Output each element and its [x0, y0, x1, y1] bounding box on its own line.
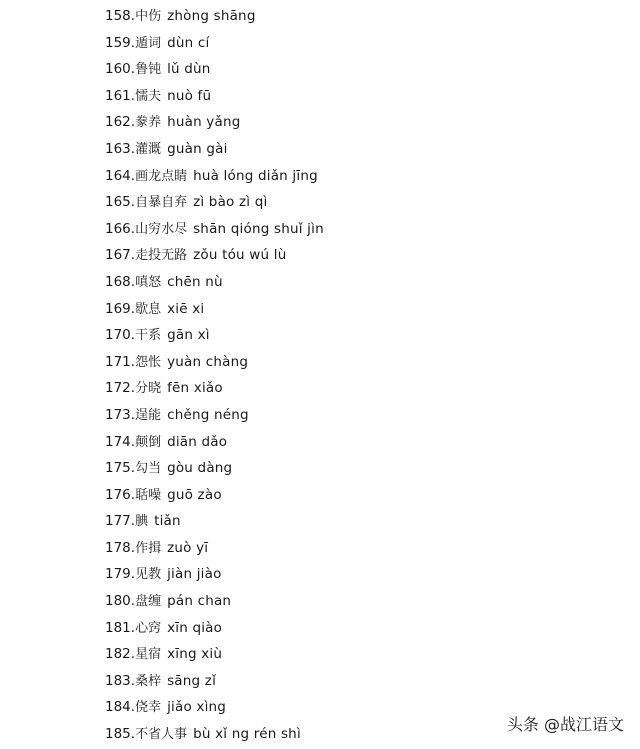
entry-word: 星宿: [135, 647, 162, 663]
entry-number: 180.: [105, 593, 136, 610]
watermark-text: 头条 @战江语文: [505, 712, 626, 735]
entry-number: 184.: [105, 699, 136, 716]
entry-pinyin: jiǎo xìng: [167, 699, 227, 716]
entry-pinyin: lǔ dùn: [167, 61, 211, 78]
list-item: [105, 588, 324, 615]
entry-pinyin: dùn cí: [167, 34, 210, 51]
entry-pinyin: zhòng shāng: [167, 8, 256, 24]
list-item: [105, 349, 324, 376]
entry-pinyin: zǒu tóu wú lù: [193, 247, 287, 264]
entry-word: 中伤: [135, 9, 162, 24]
entry-number: 163.: [105, 140, 136, 157]
entry-word: 桑梓: [135, 673, 162, 689]
list-item: [105, 508, 324, 535]
entry-word: 分晓: [135, 381, 162, 397]
entry-pinyin: guō zào: [167, 486, 222, 503]
entry-word: 盘缠: [135, 594, 162, 610]
entry-number: 161.: [105, 87, 136, 104]
list-item: [105, 455, 324, 482]
entry-number: 160.: [105, 61, 136, 78]
entry-word: 勾当: [135, 461, 162, 477]
entry-pinyin: fēn xiǎo: [167, 380, 223, 397]
entry-word: 歇息: [135, 301, 162, 317]
entry-pinyin: gòu dàng: [167, 460, 233, 477]
entry-word: 见教: [135, 567, 162, 583]
entry-number: 162.: [105, 114, 136, 131]
entry-number: 181.: [105, 619, 136, 636]
entry-number: 174.: [105, 433, 136, 450]
entry-number: 169.: [105, 300, 136, 317]
entry-number: 176.: [105, 486, 136, 503]
list-item: [105, 322, 324, 349]
entry-number: 175.: [105, 460, 136, 477]
entry-pinyin: xiē xi: [167, 300, 205, 317]
entry-number: 164.: [105, 167, 136, 184]
entry-word: 聒噪: [135, 487, 162, 503]
entry-number: 179.: [105, 566, 136, 583]
entry-pinyin: sāng zǐ: [167, 672, 217, 689]
list-item: [105, 216, 324, 243]
entry-number: 166.: [105, 220, 136, 237]
entry-word: 遁词: [135, 35, 162, 51]
list-item: [105, 561, 324, 588]
list-item: [105, 668, 324, 695]
entry-pinyin: huàn yǎng: [167, 114, 241, 131]
vocabulary-list: [105, 3, 324, 748]
entry-number: 165.: [105, 194, 136, 211]
entry-word: 腆: [135, 514, 149, 530]
entry-pinyin: huà lóng diǎn jīng: [193, 167, 318, 184]
list-item: [105, 56, 324, 83]
entry-number: 183.: [105, 672, 136, 689]
entry-number: 159.: [105, 34, 136, 51]
entry-pinyin: guàn gài: [167, 140, 228, 157]
list-item: [105, 535, 324, 562]
entry-pinyin: tiǎn: [154, 513, 181, 530]
entry-pinyin: zì bào zì qì: [193, 194, 268, 211]
entry-number: 171.: [105, 353, 136, 370]
list-item: [105, 83, 324, 110]
list-item: [105, 402, 324, 429]
entry-number: 172.: [105, 380, 136, 397]
list-item: [105, 641, 324, 668]
entry-word: 鲁钝: [135, 62, 162, 78]
entry-pinyin: zuò yī: [167, 539, 209, 556]
entry-word: 逞能: [135, 407, 162, 423]
entry-number: 167.: [105, 247, 136, 264]
entry-word: 画龙点睛: [135, 168, 188, 184]
list-item: [105, 375, 324, 402]
entry-pinyin: jiàn jiào: [167, 566, 222, 583]
entry-word: 干系: [135, 328, 162, 344]
entry-pinyin: shān qióng shuǐ jìn: [193, 220, 324, 237]
entry-word: 怨怅: [135, 354, 162, 370]
entry-word: 侥幸: [135, 700, 162, 716]
entry-number: 178.: [105, 539, 136, 556]
list-item: [105, 109, 324, 136]
list-item: [105, 242, 324, 269]
entry-pinyin: nuò fū: [167, 87, 212, 104]
entry-word: 不省人事: [135, 727, 188, 743]
entry-pinyin: chēn nù: [167, 273, 223, 290]
entry-number: 185.: [105, 726, 136, 743]
list-item: [105, 136, 324, 163]
entry-word: 嗔怒: [135, 274, 162, 290]
entry-number: 158.: [105, 8, 136, 24]
entry-pinyin: gān xì: [167, 327, 210, 344]
entry-word: 豢养: [135, 115, 162, 131]
entry-number: 173.: [105, 406, 136, 423]
entry-word: 颠倒: [135, 434, 162, 450]
list-item: [105, 30, 324, 57]
list-item: [105, 269, 324, 296]
entry-pinyin: bù xǐ ng rén shì: [193, 726, 301, 743]
entry-word: 心窍: [135, 620, 162, 636]
entry-pinyin: xīn qiào: [167, 619, 223, 636]
entry-number: 182.: [105, 646, 136, 663]
list-item: [105, 482, 324, 509]
entry-word: 山穷水尽: [135, 221, 188, 237]
entry-word: 懦夫: [135, 88, 162, 104]
list-item: [105, 615, 324, 642]
list-item: [105, 429, 324, 456]
entry-number: 177.: [105, 513, 136, 530]
list-item: [105, 694, 324, 721]
entry-word: 走投无路: [135, 248, 188, 264]
entry-word: 灌溉: [135, 141, 162, 157]
entry-word: 自暴自弃: [135, 195, 188, 211]
list-item: [105, 3, 324, 30]
entry-pinyin: diān dǎo: [167, 433, 228, 450]
list-item: [105, 189, 324, 216]
entry-pinyin: xīng xiù: [167, 646, 223, 663]
entry-word: 作揖: [135, 540, 162, 556]
entry-pinyin: yuàn chàng: [167, 353, 249, 370]
entry-number: 170.: [105, 327, 136, 344]
list-item: [105, 296, 324, 323]
list-item: [105, 721, 324, 748]
entry-pinyin: pán chan: [167, 593, 232, 610]
entry-number: 168.: [105, 273, 136, 290]
list-item: [105, 163, 324, 190]
entry-pinyin: chěng néng: [167, 406, 249, 423]
